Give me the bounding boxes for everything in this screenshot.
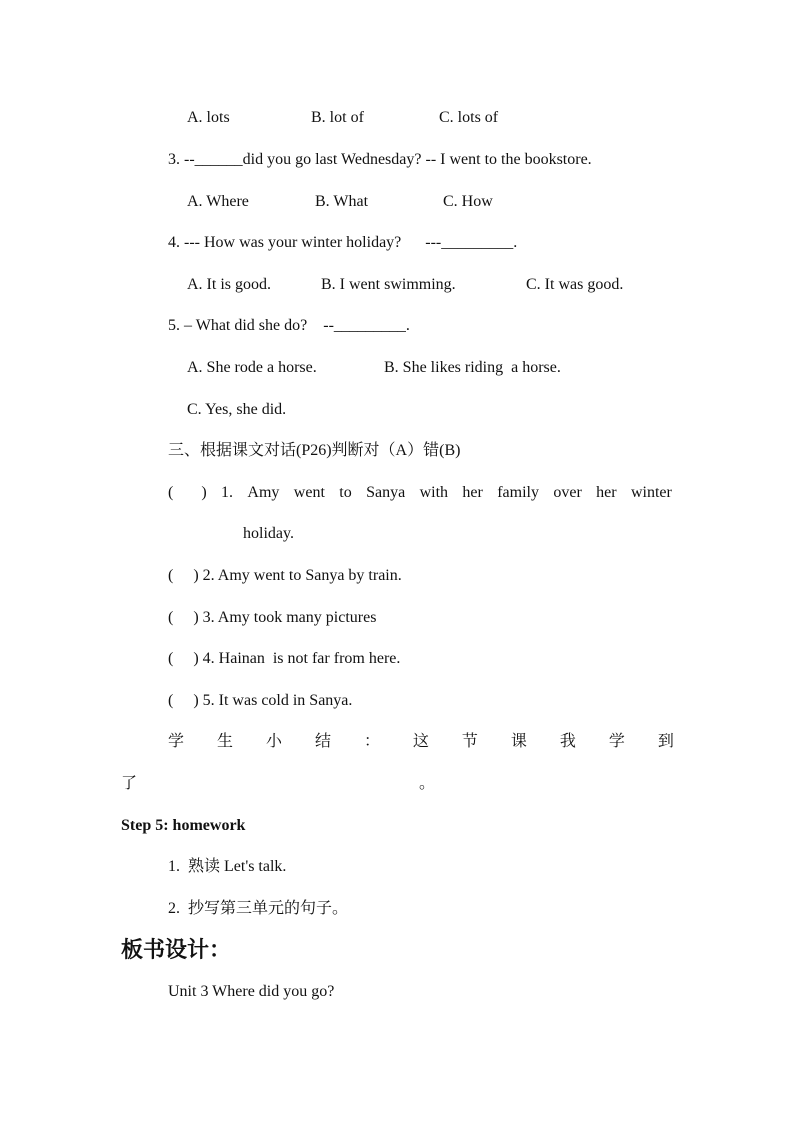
q5-option-a: A. She rode a horse. <box>187 359 317 376</box>
summary-char: 学 <box>168 733 185 750</box>
q2-option-c: C. lots of <box>439 109 499 126</box>
q3-question: 3. --______did you go last Wednesday? -- I went to the bookstore. <box>168 151 592 168</box>
q4-question: 4. --- How was your winter holiday? ---_________. <box>168 234 518 251</box>
section3-title: 三、根据课文对话(P26)判断对（A）错(B) <box>168 442 461 459</box>
summary-line-1 <box>168 732 674 752</box>
q3-option-a: A. Where <box>187 193 249 210</box>
summary-char: 到 <box>657 733 674 750</box>
tf-item-1-word: her <box>596 484 617 501</box>
tf-item-1-word: with <box>419 484 449 501</box>
homework-item-2: 2. 抄写第三单元的句子。 <box>168 900 349 917</box>
tf-item-1-paren: ( ) <box>168 484 207 501</box>
tf-item-3: ( ) 3. Amy took many pictures <box>168 609 377 626</box>
summary-char: 节 <box>461 733 478 750</box>
tf-item-1 <box>168 483 672 503</box>
homework-item-1: 1. 熟读 Let's talk. <box>168 858 287 875</box>
summary-char: 小 <box>265 733 282 750</box>
summary-char: 学 <box>608 733 625 750</box>
tf-item-1-continuation: holiday. <box>243 525 294 542</box>
tf-item-1-word: Sanya <box>366 484 406 501</box>
summary-char: 课 <box>510 733 527 750</box>
q2-option-a: A. lots <box>187 109 230 126</box>
q5-option-b: B. She likes riding a horse. <box>384 359 561 376</box>
homework-title: Step 5: homework <box>121 817 246 834</box>
q3-option-c: C. How <box>443 193 493 210</box>
board-design-line: Unit 3 Where did you go? <box>168 983 335 1000</box>
q4-option-b: B. I went swimming. <box>321 276 456 293</box>
summary-char: 结 <box>314 733 331 750</box>
q3-option-b: B. What <box>315 193 369 210</box>
tf-item-4: ( ) 4. Hainan is not far from here. <box>168 650 401 667</box>
summary-char: 这 <box>412 733 429 750</box>
tf-item-1-word: 1. <box>221 484 234 501</box>
summary-char: 生 <box>216 733 233 750</box>
summary-line-2-end: 。 <box>419 775 436 792</box>
tf-item-1-word: her <box>462 484 483 501</box>
summary-char: 我 <box>559 733 576 750</box>
tf-item-1-word: to <box>339 484 352 501</box>
tf-item-1-word: over <box>553 484 582 501</box>
q4-option-c: C. It was good. <box>526 276 624 293</box>
summary-line-2-start: 了 <box>121 775 138 792</box>
q5-question: 5. – What did she do? --_________. <box>168 317 410 334</box>
tf-item-1-word: family <box>497 484 539 501</box>
tf-item-2: ( ) 2. Amy went to Sanya by train. <box>168 567 402 584</box>
q5-option-c: C. Yes, she did. <box>187 401 287 418</box>
summary-char: ： <box>363 733 380 750</box>
tf-item-1-word: went <box>293 484 325 501</box>
tf-item-5: ( ) 5. It was cold in Sanya. <box>168 692 353 709</box>
board-design-title: 板书设计： <box>121 937 232 962</box>
tf-item-1-word: Amy <box>247 484 280 501</box>
tf-item-1-word: winter <box>630 484 672 501</box>
q4-option-a: A. It is good. <box>187 276 271 293</box>
q2-option-b: B. lot of <box>311 109 364 126</box>
